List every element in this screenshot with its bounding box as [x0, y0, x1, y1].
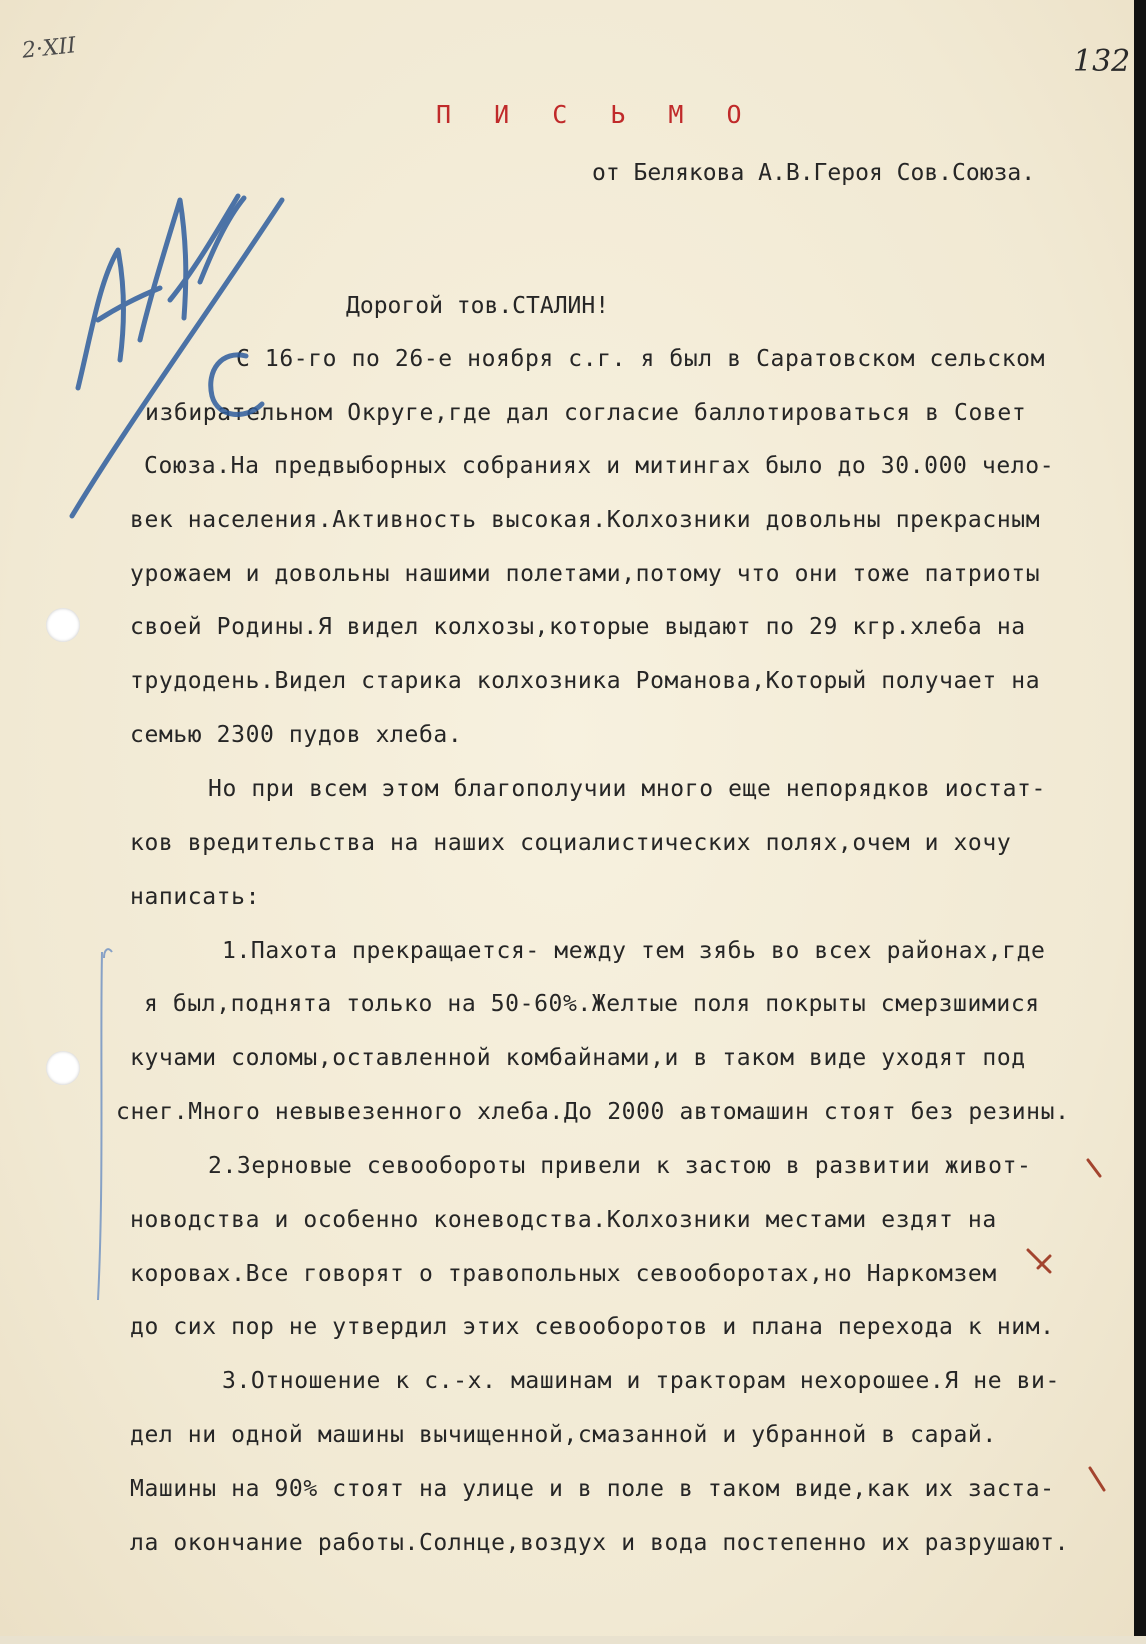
- body-line-3: Союза.На предвыборных собраниях и митингах было до 30.000 чело-: [144, 453, 1055, 479]
- body-line-20: 3.Отношение к с.-х. машинам и тракторам нехорошее.Я не ви-: [222, 1368, 1060, 1394]
- body-line-6: своей Родины.Я видел колхозы,которые выдают по 29 кгр.хлеба на: [130, 614, 1026, 640]
- body-line-21: дел ни одной машины вычищенной,смазанной и убранной в сарай.: [130, 1422, 997, 1448]
- body-line-23: ла окончание работы.Солнце,воздух и вода постепенно их разрушают.: [130, 1530, 1070, 1556]
- body-line-11: написать:: [130, 884, 261, 910]
- body-line-18: коровах.Все говорят о травопольных севооборотах,но Наркомзем: [130, 1261, 997, 1287]
- body-line-19: до сих пор не утвердил этих севооборотов и плана перехода к ним.: [130, 1314, 1055, 1340]
- scan-edge-right: [1134, 0, 1146, 1644]
- margin-mark-hook: [104, 949, 112, 958]
- body-line-5: урожаем и довольны нашими полетами,потому что они тоже патриоты: [130, 561, 1041, 587]
- body-line-14: кучами соломы,оставленной комбайнами,и в таком виде уходят под: [130, 1045, 1026, 1071]
- body-line-15: снег.Много невывезенного хлеба.До 2000 автомашин стоят без резины.: [116, 1099, 1070, 1125]
- body-line-17: новодства и особенно коневодства.Колхозники местами ездят на: [130, 1207, 997, 1233]
- letter-greeting: Дорогой тов.СТАЛИН!: [346, 293, 610, 319]
- letter-title: П И С Ь М О: [436, 100, 756, 129]
- scan-edge-bottom: [0, 1636, 1146, 1644]
- body-line-8: семью 2300 пудов хлеба.: [130, 722, 463, 748]
- body-line-9: Но при всем этом благополучии много еще непорядков иостат-: [208, 776, 1046, 802]
- red-correction-marks: [1028, 1160, 1104, 1490]
- letter-sender: от Белякова А.В.Героя Сов.Союза.: [592, 160, 1036, 186]
- body-line-1: С 16-го по 26-е ноября с.г. я был в Саратовском сельском: [236, 346, 1046, 372]
- body-line-12: 1.Пахота прекращается- между тем зябь во всех районах,где: [222, 938, 1046, 964]
- blue-pencil-signature: [72, 196, 282, 516]
- body-line-10: ков вредительства на наших социалистических полях,очем и хочу: [130, 830, 1012, 856]
- date-note: 2·XII: [20, 33, 78, 64]
- body-line-13: я был,поднята только на 50-60%.Желтые поля покрыты смерзшимися: [144, 991, 1040, 1017]
- margin-mark-line: [98, 952, 102, 1300]
- body-line-7: трудодень.Видел старика колхозника Романова,Который получает на: [130, 668, 1041, 694]
- body-line-2: избирательном Округе,где дал согласие баллотироваться в Совет: [145, 400, 1027, 426]
- page-number: 132: [1073, 44, 1131, 79]
- body-line-4: век населения.Активность высокая.Колхозники довольны прекрасным: [130, 507, 1041, 533]
- body-line-16: 2.Зерновые севообороты привели к застою в развитии живот-: [208, 1153, 1032, 1179]
- body-line-22: Машины на 90% стоят на улице и в поле в таком виде,как их заста-: [130, 1476, 1055, 1502]
